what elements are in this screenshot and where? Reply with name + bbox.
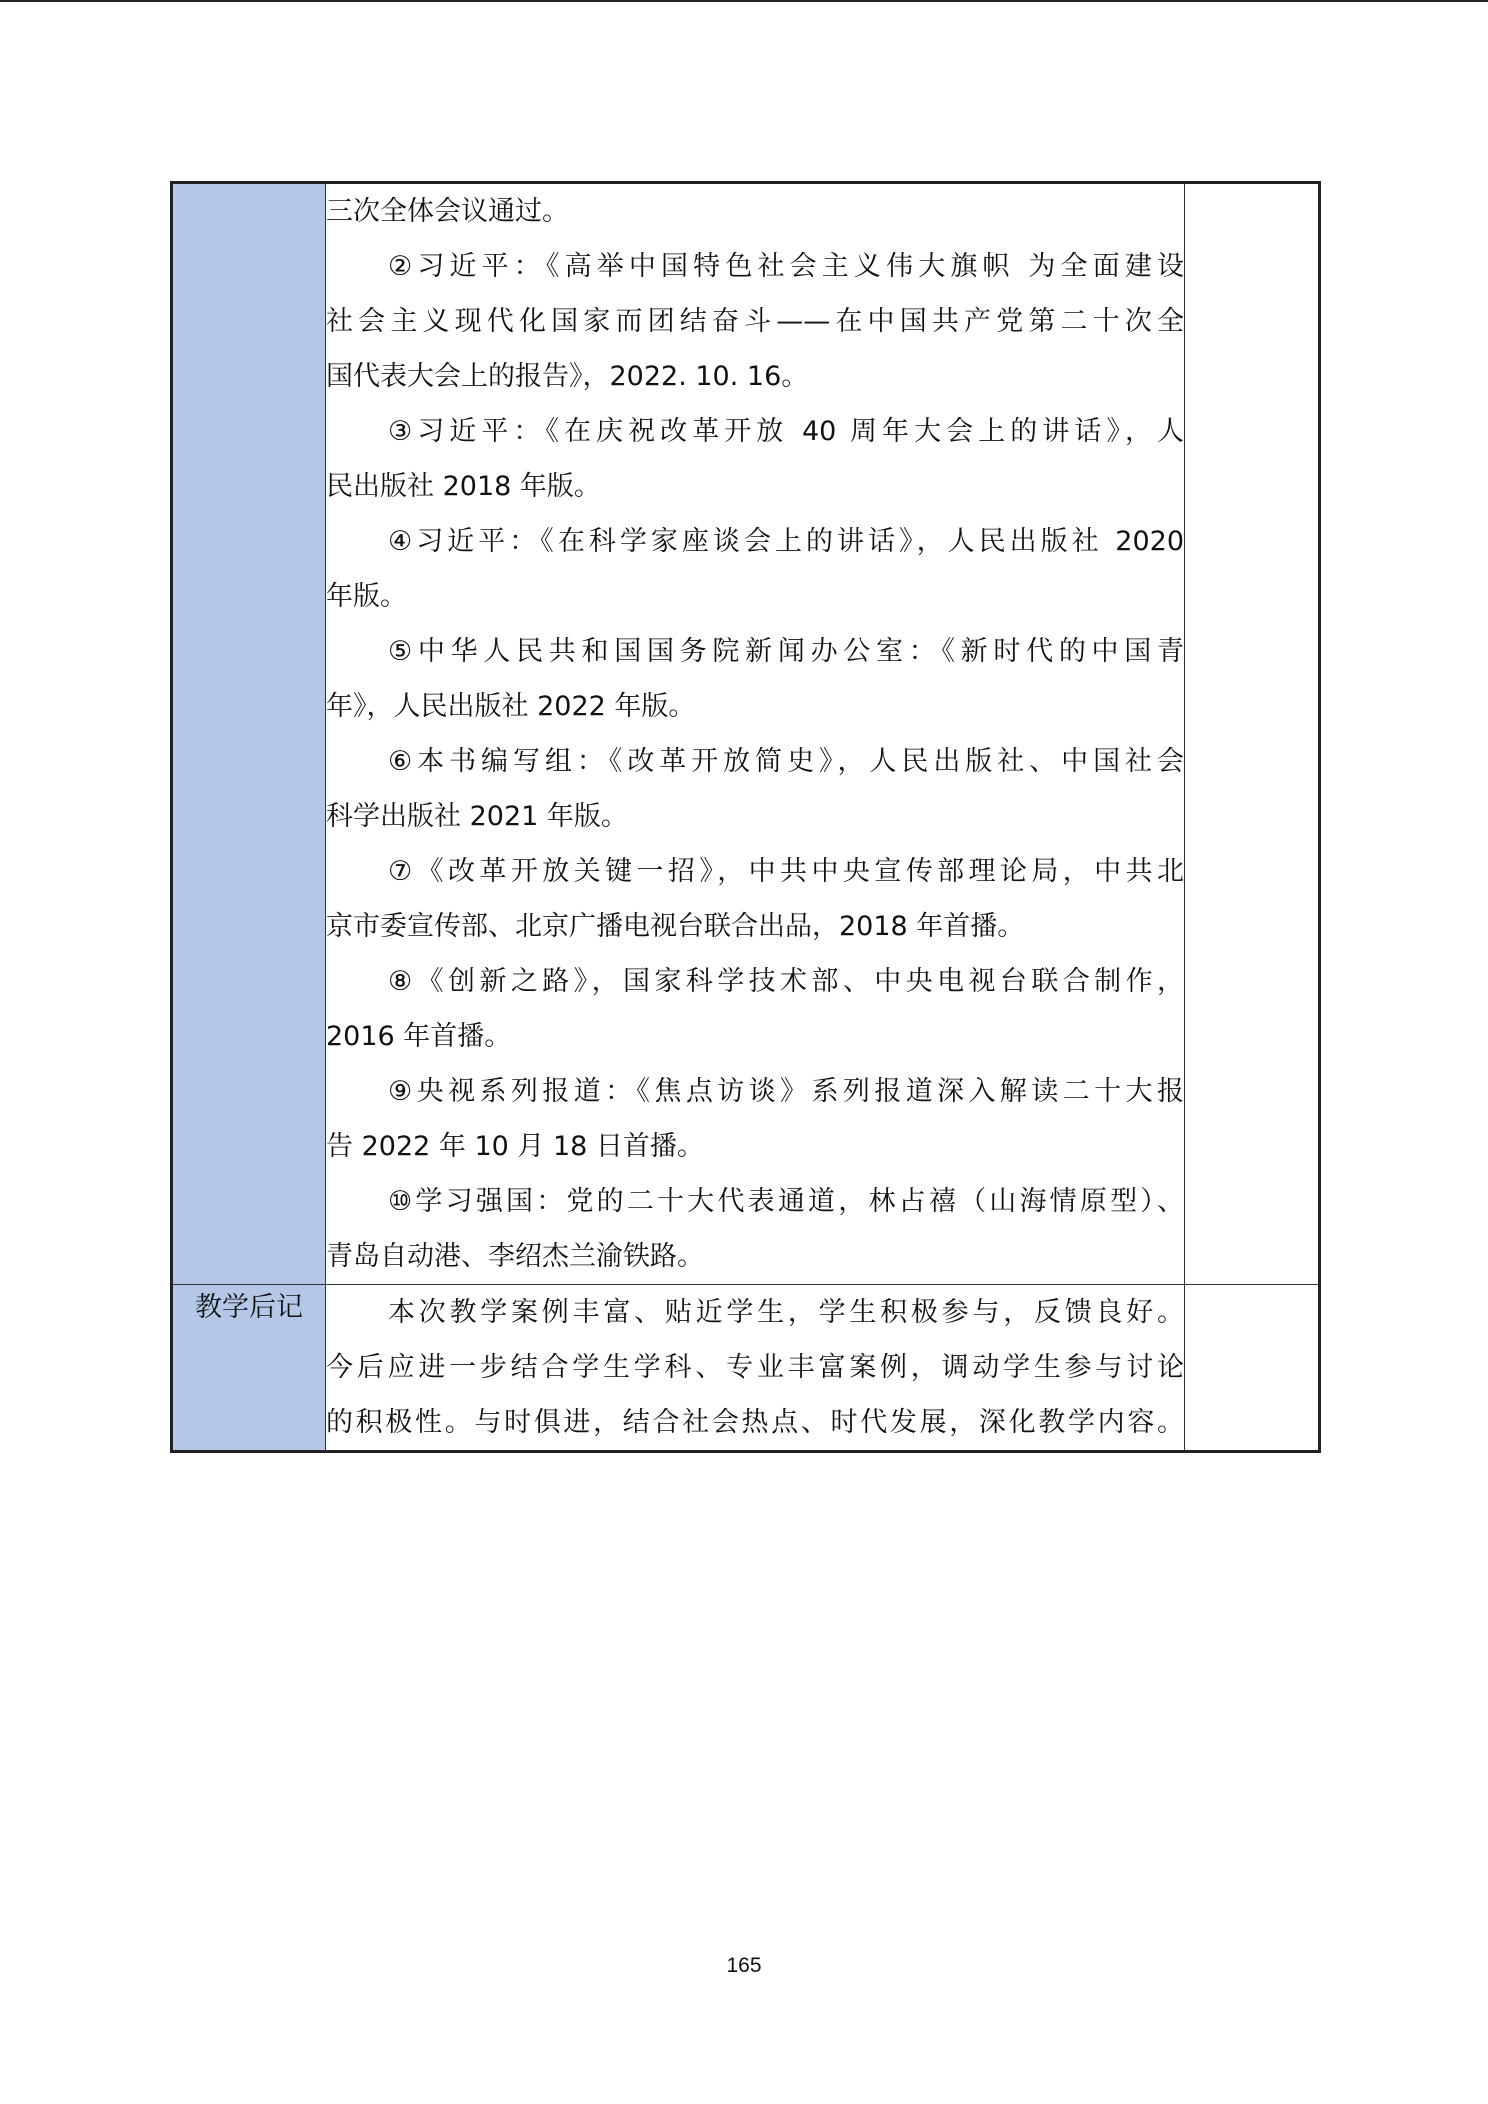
reference-line: ⑧《创新之路》，国家科学技术部、中央电视台联合制作， bbox=[388, 966, 1184, 997]
reference-line: 年版。 bbox=[326, 581, 407, 612]
reference-line: ②习近平：《高举中国特色社会主义伟大旗帜 为全面建设 bbox=[388, 251, 1184, 282]
postscript-content bbox=[326, 1285, 1185, 1452]
postscript-line: 今后应进一步结合学生学科、专业丰富案例，调动学生参与讨论 bbox=[326, 1352, 1184, 1383]
reference-line: 2016 年首播。 bbox=[326, 1021, 512, 1052]
reference-line: 告 2022 年 10 月 18 日首播。 bbox=[326, 1131, 704, 1162]
reference-line: ⑨央视系列报道：《焦点访谈》系列报道深入解读二十大报 bbox=[388, 1076, 1184, 1107]
reference-line: 京市委宣传部、北京广播电视台联合出品，2018 年首播。 bbox=[326, 911, 1025, 942]
postscript-notes-cell bbox=[1185, 1285, 1320, 1452]
references-label-cell bbox=[172, 183, 326, 1285]
reference-line: ⑩学习强国：党的二十大代表通道，林占禧（山海情原型）、 bbox=[388, 1186, 1184, 1217]
lesson-plan-table bbox=[170, 181, 1321, 1453]
references-content bbox=[326, 183, 1185, 1285]
reference-line: 国代表大会上的报告》，2022. 10. 16。 bbox=[326, 361, 809, 392]
postscript-line: 本次教学案例丰富、贴近学生，学生积极参与，反馈良好。 bbox=[388, 1297, 1184, 1328]
reference-line: ③习近平：《在庆祝改革开放 40 周年大会上的讲话》，人 bbox=[388, 416, 1184, 447]
postscript-label: 教学后记 bbox=[172, 1285, 326, 1452]
reference-line: ⑦《改革开放关键一招》，中共中央宣传部理论局，中共北 bbox=[388, 856, 1184, 887]
page-number: 165 bbox=[726, 1954, 762, 1977]
reference-line: 社会主义现代化国家而团结奋斗——在中国共产党第二十次全 bbox=[326, 306, 1184, 337]
reference-line: ④习近平：《在科学家座谈会上的讲话》，人民出版社 2020 bbox=[388, 526, 1184, 557]
references-notes-cell bbox=[1185, 183, 1320, 1285]
reference-line: 三次全体会议通过。 bbox=[326, 196, 569, 227]
reference-line: ⑤中华人民共和国国务院新闻办公室：《新时代的中国青 bbox=[388, 636, 1184, 667]
postscript-line: 的积极性。与时俱进，结合社会热点、时代发展，深化教学内容。 bbox=[326, 1407, 1184, 1438]
reference-line: 民出版社 2018 年版。 bbox=[326, 471, 601, 502]
references-row bbox=[172, 183, 1320, 1285]
reference-line: 年》，人民出版社 2022 年版。 bbox=[326, 691, 696, 722]
reference-line: 科学出版社 2021 年版。 bbox=[326, 801, 628, 832]
postscript-row bbox=[172, 1285, 1320, 1452]
reference-line: 青岛自动港、李绍杰兰渝铁路。 bbox=[326, 1241, 704, 1272]
reference-line: ⑥本书编写组：《改革开放简史》，人民出版社、中国社会 bbox=[388, 746, 1184, 777]
